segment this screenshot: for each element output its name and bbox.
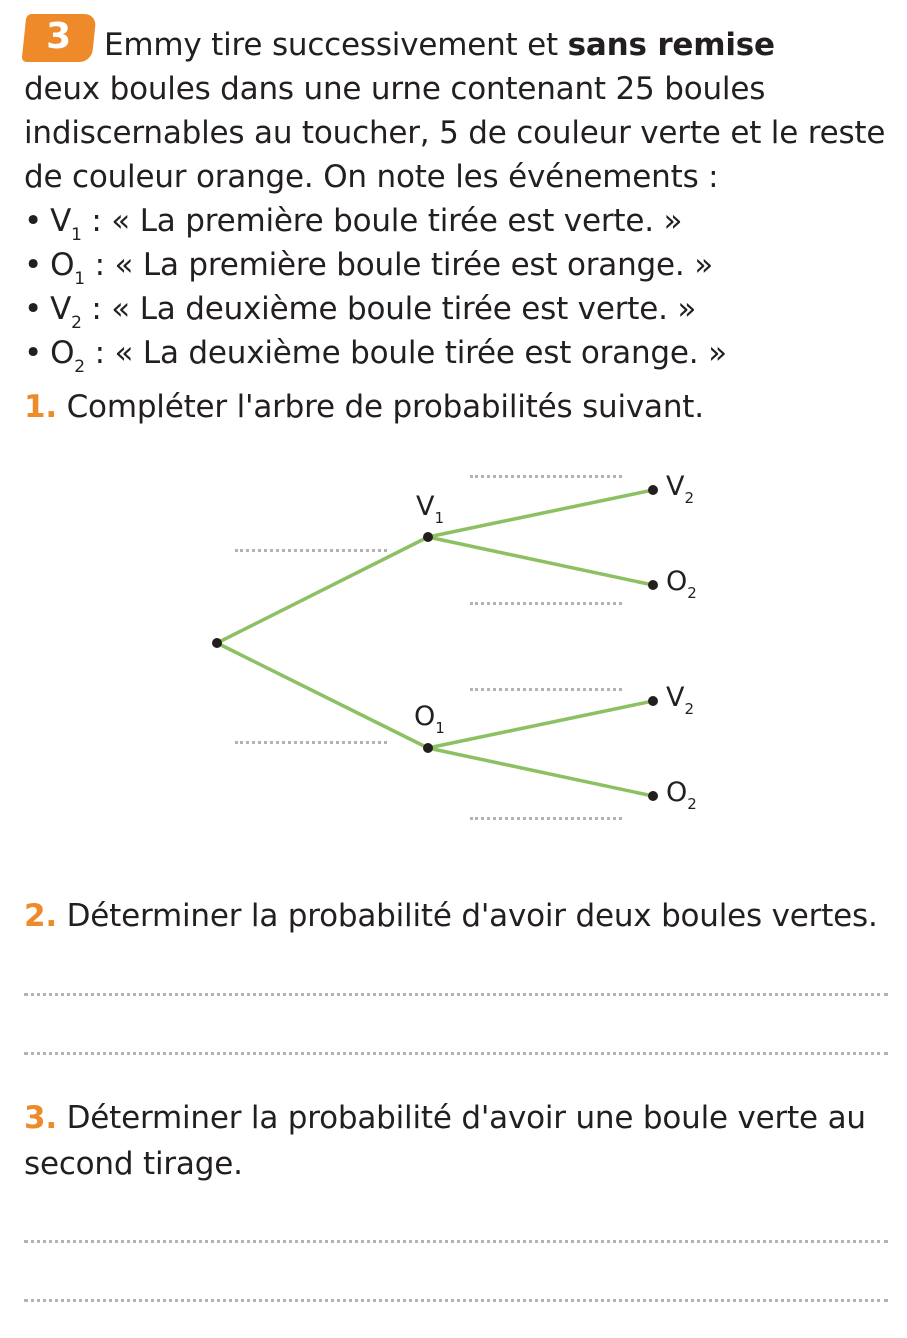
branch-o1-v2 — [428, 701, 653, 748]
tree-branches — [217, 490, 653, 796]
label-letter: V — [666, 471, 685, 502]
root-node — [212, 638, 222, 648]
label-o1 — [414, 701, 445, 737]
label-o1-o2 — [666, 777, 697, 813]
event-text: : « La deuxième boule tirée est verte. » — [81, 291, 697, 327]
node-o1 — [423, 743, 433, 753]
label-subscript: 2 — [684, 489, 695, 507]
label-v1 — [416, 491, 445, 527]
intro-line-2: deux boules dans une urne contenant 25 boules — [24, 71, 766, 107]
event-letter: V — [50, 291, 72, 327]
answer-line[interactable] — [24, 1299, 888, 1302]
intro-line-4: de couleur orange. On note les événements : — [24, 159, 719, 195]
blank-o1-v2[interactable] — [470, 688, 622, 691]
event-letter: O — [50, 335, 75, 371]
blank-v1-o2[interactable] — [470, 602, 622, 605]
event-subscript: 1 — [74, 269, 85, 289]
label-subscript: 2 — [684, 700, 695, 718]
question-3-line-2: second tirage. — [24, 1146, 243, 1182]
label-letter: O — [666, 777, 688, 808]
label-letter: O — [666, 566, 688, 597]
blank-root-o1[interactable] — [235, 741, 387, 744]
event-text: : « La deuxième boule tirée est orange. » — [84, 335, 727, 371]
node-v1 — [423, 532, 433, 542]
answer-line[interactable] — [24, 993, 888, 996]
event-text: : « La première boule tirée est orange. » — [84, 247, 713, 283]
question-text: Déterminer la probabilité d'avoir deux boules vertes. — [56, 898, 878, 934]
label-letter: O — [414, 701, 436, 732]
answer-line[interactable] — [24, 1240, 888, 1243]
label-v1-v2 — [666, 471, 695, 507]
event-subscript: 1 — [71, 225, 82, 245]
blank-root-v1[interactable] — [235, 549, 387, 552]
branch-v1-v2 — [428, 490, 653, 537]
node-o1-v2 — [648, 696, 658, 706]
bullet: • — [24, 247, 43, 283]
intro-text: Emmy tire successivement et — [104, 27, 568, 63]
intro-bold-text: sans remise — [567, 27, 775, 63]
blank-o1-o2[interactable] — [470, 817, 622, 820]
event-subscript: 2 — [74, 357, 85, 377]
node-v1-v2 — [648, 485, 658, 495]
bullet: • — [24, 335, 43, 371]
label-subscript: 2 — [687, 584, 697, 602]
question-2 — [24, 897, 878, 935]
label-subscript: 1 — [435, 719, 445, 737]
label-letter: V — [666, 682, 685, 713]
label-v1-o2 — [666, 566, 697, 602]
node-o1-o2 — [648, 791, 658, 801]
branch-o1-o2 — [428, 748, 653, 796]
label-subscript: 1 — [434, 509, 445, 527]
node-v1-o2 — [648, 580, 658, 590]
event-text: : « La première boule tirée est verte. » — [81, 203, 683, 239]
question-number: 2. — [24, 898, 57, 934]
event-letter: O — [50, 247, 75, 283]
bullet: • — [24, 203, 43, 239]
blank-v1-v2[interactable] — [470, 475, 622, 478]
bullet: • — [24, 291, 43, 327]
label-o1-v2 — [666, 682, 695, 718]
question-number: 3. — [24, 1100, 57, 1136]
question-text: Déterminer la probabilité d'avoir une boule verte au — [56, 1100, 866, 1136]
label-subscript: 2 — [687, 795, 697, 813]
question-3 — [24, 1099, 866, 1137]
label-letter: V — [416, 491, 435, 522]
branch-root-o1 — [217, 643, 428, 748]
exercise-number: 3 — [46, 16, 72, 57]
event-subscript: 2 — [71, 313, 82, 333]
question-number: 1. — [24, 389, 57, 425]
answer-line[interactable] — [24, 1052, 888, 1055]
question-text: Compléter l'arbre de probabilités suivant. — [56, 389, 704, 425]
branch-v1-o2 — [428, 537, 653, 585]
event-letter: V — [50, 203, 72, 239]
tree-nodes — [212, 485, 658, 801]
branch-root-v1 — [217, 537, 428, 643]
intro-line-3: indiscernables au toucher, 5 de couleur verte et le reste — [24, 115, 886, 151]
